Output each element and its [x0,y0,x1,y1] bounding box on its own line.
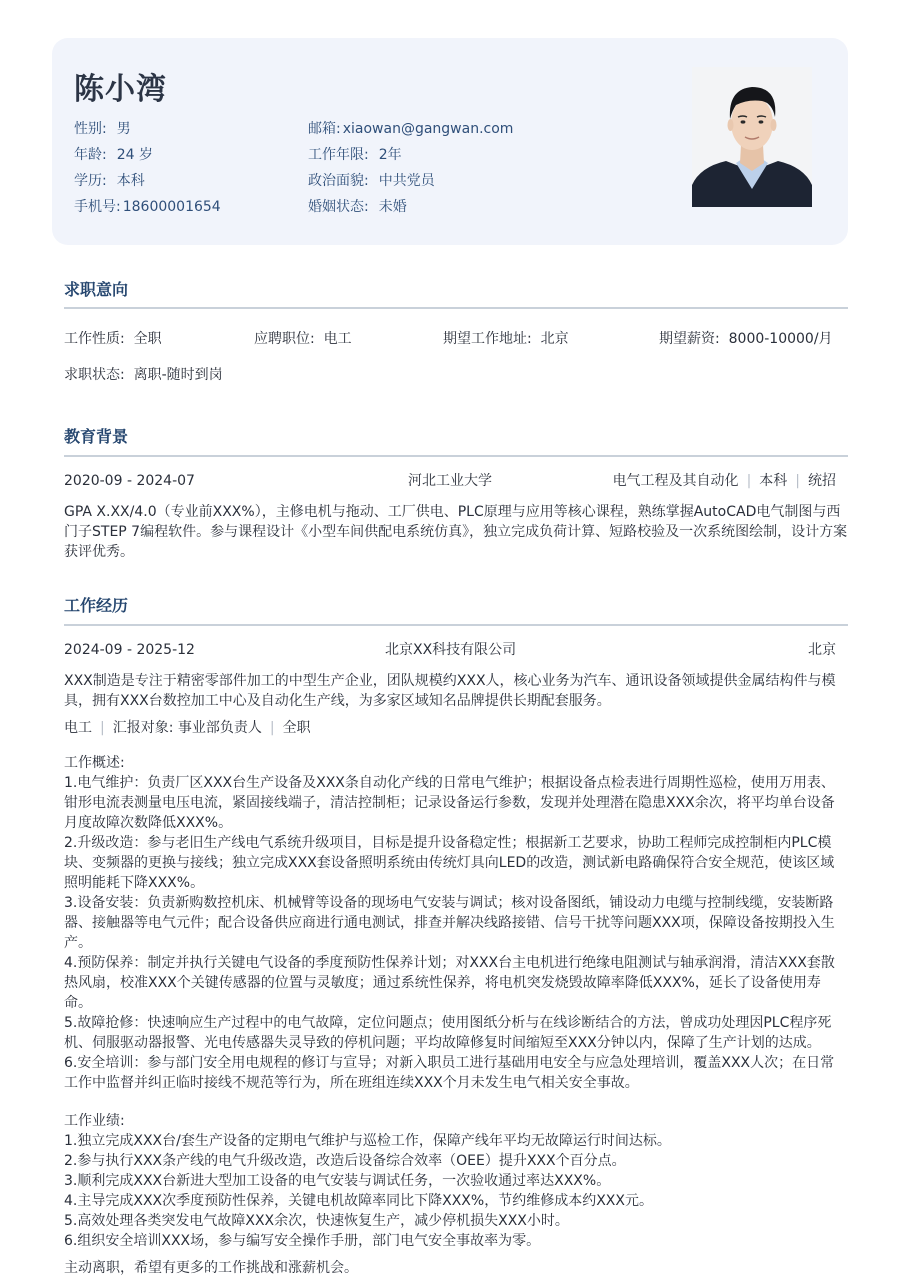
intent-salary: 期望薪资: 8000-10000/月 [659,331,833,347]
avatar-icon [692,67,812,207]
achievement-item: 1.独立完成XXX台/套生产设备的定期电气维护与巡检工作，保障产线年平均无故障运行时间达标。 [64,1133,671,1149]
profile-info-right [308,120,513,224]
email-row: 邮箱: xiaowan@gangwan.com [308,121,514,137]
education-school: 河北工业大学 [408,473,492,489]
work-company: 北京XX科技有限公司 [385,642,517,658]
age-row: 年龄: 24 岁 [74,147,153,163]
intent-location: 期望工作地址: 北京 [443,331,569,347]
education-period: 2020-09 - 2024-07 [64,473,195,489]
profile-photo [692,67,812,207]
intent-position: 应聘职位: 电工 [254,331,352,347]
achievement-item: 2.参与执行XXX条产线的电气升级改造，改造后设备综合效率（OEE）提升XXX个百分点。 [64,1153,626,1169]
work-divider [64,624,848,626]
overview-title: 工作概述: [64,755,125,771]
gender-row: 性别: 男 [74,121,131,137]
achievement-item: 4.主导完成XXX次季度预防性保养，关键电机故障率同比下降XXX%，节约维修成本约XXX元。 [64,1193,653,1209]
achievement-item: 5.高效处理各类突发电气故障XXX余次，快速恢复生产，减少停机损失XXX小时。 [64,1213,569,1229]
education-meta: 电气工程及其自动化 | 本科 | 统招 [612,473,836,489]
overview-item: 5.故障抢修：快速响应生产过程中的电气故障，定位问题点；使用图纸分析与在线诊断结合的方法，曾成功处理因PLC程序死机、伺服驱动器报警、光电传感器失灵导致的停机问题；平均故障修复时间缩短至XXX分钟以内，保障了生产计划的达成。 [64,1015,832,1051]
work-section-title: 工作经历 [64,596,129,615]
work-overview [64,753,848,1093]
education-divider [64,455,848,457]
achievement-item: 6.组织安全培训XXX场，参与编写安全操作手册，部门电气安全事故率为零。 [64,1233,541,1249]
overview-item: 3.设备安装：负责新购数控机床、机械臂等设备的现场电气安装与调试；核对设备图纸，铺设动力电缆与控制线缆，安装断路器、接触器等电气元件；配合设备供应商进行通电测试，排查并解决线路接错、信号干扰等问题XXX项，保障设备按期投入生产。 [64,895,835,951]
education-description: GPA X.XX/4.0（专业前XXX%），主修电机与拖动、工厂供电、PLC原理与应用等核心课程，熟练掌握AutoCAD电气制图与西门子STEP 7编程软件。参与课程设计《小型车间供配电系统仿真》，独立完成负荷计算、短路校验及一次系统图绘制，设计方案获评优秀。 [64,504,848,560]
years-row: 工作年限: 2年 [308,147,402,163]
work-role-meta: 电工 | 汇报对象: 事业部负责人 | 全职 [64,720,311,736]
profile-card [52,38,848,245]
achievement-item: 3.顺利完成XXX台新进大型加工设备的电气安装与调试任务，一次验收通过率达XXX%。 [64,1173,611,1189]
leave-reason: 主动离职，希望有更多的工作挑战和涨薪机会。 [64,1260,358,1276]
education-section-title: 教育背景 [64,427,129,446]
work-achievements [64,1111,848,1251]
work-period: 2024-09 - 2025-12 [64,642,195,658]
phone-row: 手机号: 18600001654 [74,199,221,215]
overview-item: 6.安全培训：参与部门安全用电规程的修订与宣导；对新入职员工进行基础用电安全与应急处理培训，覆盖XXX人次；在日常工作中监督并纠正临时接线不规范等行为，所在班组连续XXX个月未发生电气相关安全事故。 [64,1055,835,1091]
intent-section-title: 求职意向 [64,280,129,299]
work-city: 北京 [808,642,836,658]
politics-row: 政治面貌: 中共党员 [308,173,435,189]
achievements-title: 工作业绩: [64,1113,125,1129]
marital-row: 婚姻状态: 未婚 [308,199,407,215]
intent-type: 工作性质: 全职 [64,331,162,347]
education-row: 学历: 本科 [74,173,145,189]
company-description: XXX制造是专注于精密零部件加工的中型生产企业，团队规模约XXX人，核心业务为汽车、通讯设备领域提供金属结构件与模具，拥有XXX台数控加工中心及自动化生产线，为多家区域知名品牌提供长期配套服务。 [64,673,836,709]
intent-status: 求职状态: 离职-随时到岗 [64,367,223,383]
overview-item: 4.预防保养：制定并执行关键电气设备的季度预防性保养计划；对XXX台主电机进行绝缘电阻测试与轴承润滑，清洁XXX套散热风扇，校准XXX个关键传感器的位置与灵敏度；通过系统性保养，将电机突发烧毁故障率降低XXX%，延长了设备使用寿命。 [64,955,835,1011]
overview-item: 2.升级改造：参与老旧生产线电气系统升级项目，目标是提升设备稳定性；根据新工艺要求，协助工程师完成控制柜内PLC模块、变频器的更换与接线；独立完成XXX套设备照明系统由传统灯具向LED的改造，测试新电路确保符合安全规范，使该区域照明能耗下降XXX%。 [64,835,835,891]
intent-divider [64,307,848,309]
profile-info-left [74,120,221,224]
candidate-name: 陈小湾 [74,72,167,107]
overview-item: 1.电气维护：负责厂区XXX台生产设备及XXX条自动化产线的日常电气维护；根据设备点检表进行周期性巡检，使用万用表、钳形电流表测量电压电流，紧固接线端子，清洁控制柜；记录设备运行参数，发现并处理潜在隐患XXX余次，将平均单台设备月度故障次数降低XXX%。 [64,775,835,831]
